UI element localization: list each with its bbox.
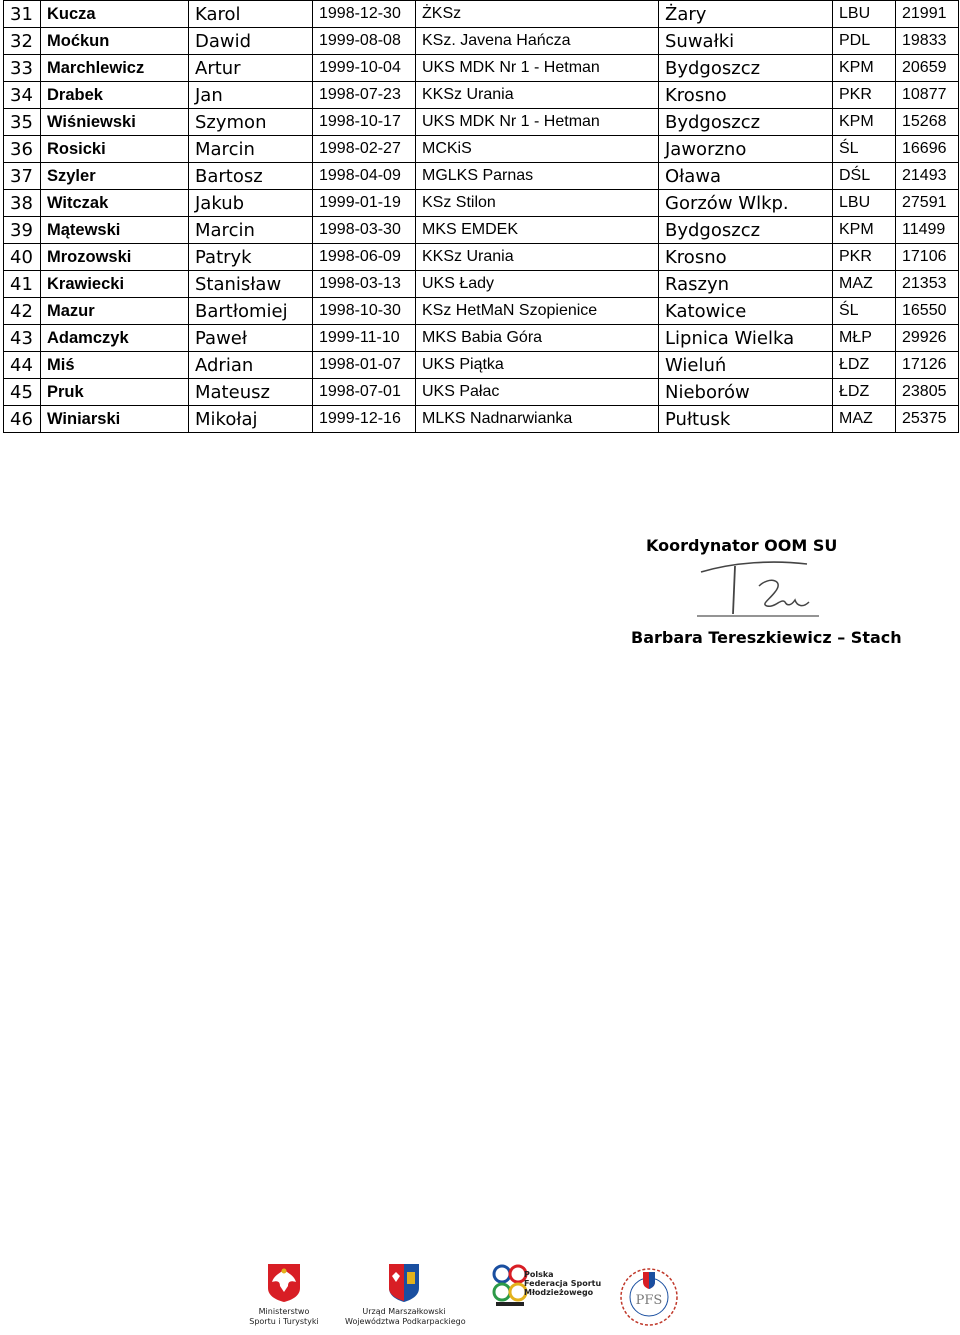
last-name-cell: Mazur — [41, 298, 189, 325]
last-name-cell: Miś — [41, 352, 189, 379]
coordinator-name: Barbara Tereszkiewicz – Stach — [631, 628, 902, 647]
club-name-cell: UKS Pałac — [416, 379, 659, 406]
city-name-cell: Nieborów — [659, 379, 833, 406]
row-number-cell: 42 — [4, 298, 41, 325]
player-id-cell: 21353 — [896, 271, 959, 298]
last-name-cell: Witczak — [41, 190, 189, 217]
pfs-seal-icon — [618, 1266, 680, 1328]
first-name-cell: Karol — [189, 1, 313, 28]
region-code-cell: KPM — [833, 217, 896, 244]
region-code-cell: LBU — [833, 1, 896, 28]
player-id-cell: 29926 — [896, 325, 959, 352]
birth-date-cell: 1998-07-23 — [313, 82, 416, 109]
city-name-cell: Wieluń — [659, 352, 833, 379]
region-code-cell: KPM — [833, 109, 896, 136]
first-name-cell: Marcin — [189, 217, 313, 244]
players-table — [3, 0, 959, 433]
logo-marshal-office — [345, 1262, 466, 1327]
first-name-cell: Stanisław — [189, 271, 313, 298]
player-id-cell: 20659 — [896, 55, 959, 82]
table-row — [4, 1, 959, 28]
club-name-cell: MKS EMDEK — [416, 217, 659, 244]
table-row — [4, 406, 959, 433]
player-id-cell: 16550 — [896, 298, 959, 325]
eagle-emblem-icon — [248, 1262, 320, 1302]
birth-date-cell: 1999-08-08 — [313, 28, 416, 55]
region-code-cell: ŚL — [833, 136, 896, 163]
birth-date-cell: 1999-01-19 — [313, 190, 416, 217]
last-name-cell: Winiarski — [41, 406, 189, 433]
first-name-cell: Patryk — [189, 244, 313, 271]
row-number-cell: 33 — [4, 55, 41, 82]
last-name-cell: Drabek — [41, 82, 189, 109]
birth-date-cell: 1998-10-30 — [313, 298, 416, 325]
club-name-cell: MLKS Nadnarwianka — [416, 406, 659, 433]
region-code-cell: ŁDZ — [833, 352, 896, 379]
birth-date-cell: 1998-03-13 — [313, 271, 416, 298]
player-id-cell: 19833 — [896, 28, 959, 55]
last-name-cell: Marchlewicz — [41, 55, 189, 82]
last-name-cell: Mrozowski — [41, 244, 189, 271]
region-code-cell: DŚL — [833, 163, 896, 190]
pfs-seal-text: PFS — [635, 1293, 663, 1308]
birth-date-cell: 1998-02-27 — [313, 136, 416, 163]
first-name-cell: Dawid — [189, 28, 313, 55]
last-name-cell: Pruk — [41, 379, 189, 406]
row-number-cell: 46 — [4, 406, 41, 433]
birth-date-cell: 1998-07-01 — [313, 379, 416, 406]
row-number-cell: 39 — [4, 217, 41, 244]
first-name-cell: Szymon — [189, 109, 313, 136]
region-code-cell: MAZ — [833, 271, 896, 298]
club-name-cell: KSz Stilon — [416, 190, 659, 217]
last-name-cell: Wiśniewski — [41, 109, 189, 136]
player-id-cell: 21991 — [896, 1, 959, 28]
birth-date-cell: 1998-04-09 — [313, 163, 416, 190]
table-row — [4, 379, 959, 406]
last-name-cell: Rosicki — [41, 136, 189, 163]
logo-ministry-line2: Sportu i Turystyki — [249, 1317, 319, 1326]
logo-ministry — [248, 1262, 320, 1327]
city-name-cell: Lipnica Wielka — [659, 325, 833, 352]
table-body — [4, 1, 959, 433]
birth-date-cell: 1998-10-17 — [313, 109, 416, 136]
first-name-cell: Marcin — [189, 136, 313, 163]
city-name-cell: Oława — [659, 163, 833, 190]
first-name-cell: Jan — [189, 82, 313, 109]
table-row — [4, 82, 959, 109]
region-code-cell: ŁDZ — [833, 379, 896, 406]
club-name-cell: UKS Piątka — [416, 352, 659, 379]
city-name-cell: Krosno — [659, 244, 833, 271]
region-code-cell: KPM — [833, 55, 896, 82]
city-name-cell: Bydgoszcz — [659, 109, 833, 136]
row-number-cell: 34 — [4, 82, 41, 109]
last-name-cell: Krawiecki — [41, 271, 189, 298]
birth-date-cell: 1998-01-07 — [313, 352, 416, 379]
club-name-cell: UKS MDK Nr 1 - Hetman — [416, 109, 659, 136]
club-name-cell: MCKiS — [416, 136, 659, 163]
region-code-cell: MŁP — [833, 325, 896, 352]
last-name-cell: Szyler — [41, 163, 189, 190]
row-number-cell: 32 — [4, 28, 41, 55]
birth-date-cell: 1999-10-04 — [313, 55, 416, 82]
first-name-cell: Bartosz — [189, 163, 313, 190]
first-name-cell: Artur — [189, 55, 313, 82]
table-row — [4, 271, 959, 298]
region-code-cell: PKR — [833, 82, 896, 109]
logo-pfs — [618, 1266, 680, 1333]
club-name-cell: KKSz Urania — [416, 244, 659, 271]
row-number-cell: 40 — [4, 244, 41, 271]
last-name-cell: Mątewski — [41, 217, 189, 244]
table-row — [4, 163, 959, 190]
player-id-cell: 11499 — [896, 217, 959, 244]
first-name-cell: Mateusz — [189, 379, 313, 406]
player-id-cell: 10877 — [896, 82, 959, 109]
table-row — [4, 28, 959, 55]
table-row — [4, 325, 959, 352]
club-name-cell: MKS Babia Góra — [416, 325, 659, 352]
birth-date-cell: 1999-11-10 — [313, 325, 416, 352]
city-name-cell: Bydgoszcz — [659, 55, 833, 82]
region-code-cell: MAZ — [833, 406, 896, 433]
table-row — [4, 109, 959, 136]
region-code-cell: ŚL — [833, 298, 896, 325]
row-number-cell: 43 — [4, 325, 41, 352]
table-row — [4, 352, 959, 379]
city-name-cell: Katowice — [659, 298, 833, 325]
row-number-cell: 45 — [4, 379, 41, 406]
player-id-cell: 15268 — [896, 109, 959, 136]
player-id-cell: 17106 — [896, 244, 959, 271]
logo-pfsm-line2: Federacja Sportu — [524, 1279, 602, 1288]
club-name-cell: KKSz Urania — [416, 82, 659, 109]
player-id-cell: 16696 — [896, 136, 959, 163]
city-name-cell: Pułtusk — [659, 406, 833, 433]
coordinator-title: Koordynator OOM SU — [646, 536, 838, 555]
birth-date-cell: 1998-06-09 — [313, 244, 416, 271]
last-name-cell: Adamczyk — [41, 325, 189, 352]
city-name-cell: Raszyn — [659, 271, 833, 298]
handwritten-signature-icon — [695, 558, 825, 620]
region-code-cell: LBU — [833, 190, 896, 217]
club-name-cell: UKS MDK Nr 1 - Hetman — [416, 55, 659, 82]
city-name-cell: Krosno — [659, 82, 833, 109]
row-number-cell: 44 — [4, 352, 41, 379]
row-number-cell: 36 — [4, 136, 41, 163]
table-row — [4, 55, 959, 82]
player-id-cell: 21493 — [896, 163, 959, 190]
last-name-cell: Moćkun — [41, 28, 189, 55]
birth-date-cell: 1999-12-16 — [313, 406, 416, 433]
birth-date-cell: 1998-12-30 — [313, 1, 416, 28]
table-row — [4, 136, 959, 163]
row-number-cell: 37 — [4, 163, 41, 190]
row-number-cell: 38 — [4, 190, 41, 217]
last-name-cell: Kucza — [41, 1, 189, 28]
row-number-cell: 35 — [4, 109, 41, 136]
player-id-cell: 25375 — [896, 406, 959, 433]
logo-marshal-line1: Urząd Marszałkowski — [362, 1307, 446, 1316]
player-id-cell: 27591 — [896, 190, 959, 217]
club-name-cell: MGLKS Parnas — [416, 163, 659, 190]
logo-pfsm-line1: Polska — [524, 1270, 554, 1279]
city-name-cell: Gorzów Wlkp. — [659, 190, 833, 217]
table-row — [4, 190, 959, 217]
club-name-cell: KSz HetMaN Szopienice — [416, 298, 659, 325]
first-name-cell: Paweł — [189, 325, 313, 352]
voivodeship-crest-icon — [345, 1262, 463, 1302]
player-id-cell: 17126 — [896, 352, 959, 379]
city-name-cell: Żary — [659, 1, 833, 28]
club-name-cell: UKS Łady — [416, 271, 659, 298]
first-name-cell: Bartłomiej — [189, 298, 313, 325]
logo-ministry-line1: Ministerstwo — [258, 1307, 310, 1316]
city-name-cell: Bydgoszcz — [659, 217, 833, 244]
city-name-cell: Jaworzno — [659, 136, 833, 163]
table-row — [4, 217, 959, 244]
region-code-cell: PDL — [833, 28, 896, 55]
city-name-cell: Suwałki — [659, 28, 833, 55]
row-number-cell: 41 — [4, 271, 41, 298]
table-row — [4, 298, 959, 325]
logo-marshal-line2: Województwa Podkarpackiego — [345, 1317, 466, 1326]
club-name-cell: ŻKSz — [416, 1, 659, 28]
first-name-cell: Mikołaj — [189, 406, 313, 433]
player-id-cell: 23805 — [896, 379, 959, 406]
birth-date-cell: 1998-03-30 — [313, 217, 416, 244]
first-name-cell: Adrian — [189, 352, 313, 379]
first-name-cell: Jakub — [189, 190, 313, 217]
region-code-cell: PKR — [833, 244, 896, 271]
club-name-cell: KSz. Javena Hańcza — [416, 28, 659, 55]
table-row — [4, 244, 959, 271]
row-number-cell: 31 — [4, 1, 41, 28]
logo-pfsm-line3: Młodzieżowego — [524, 1288, 594, 1297]
